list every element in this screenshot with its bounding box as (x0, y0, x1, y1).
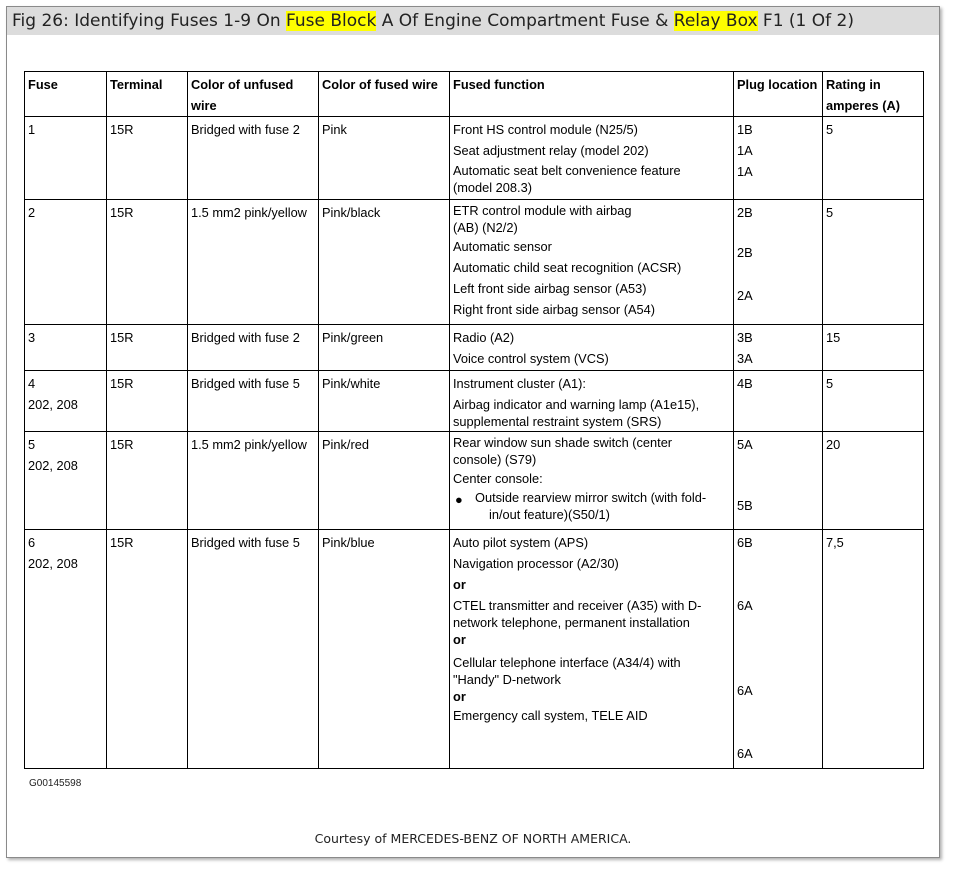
function-line: Cellular telephone interface (A34/4) with (453, 655, 681, 670)
cell-rating: 5 (823, 371, 924, 432)
header-fused-color: Color of fused wire (319, 72, 450, 117)
cell-plug (734, 117, 823, 200)
table-row (25, 117, 924, 200)
cell-fuse (25, 200, 107, 325)
courtesy-line: Courtesy of MERCEDES-BENZ OF NORTH AMERICA. (314, 831, 632, 846)
plug-value: 6A (737, 683, 753, 698)
function-line: Rear window sun shade switch (center (453, 435, 673, 450)
cell-fuse (25, 325, 107, 371)
cell-fuse (25, 371, 107, 432)
header-unfused-line2: wire (191, 98, 217, 113)
function-line-or: or (453, 577, 466, 592)
plug-value: 1A (737, 143, 753, 158)
plug-value: 3A (737, 351, 753, 366)
function-line: CTEL transmitter and receiver (A35) with D- (453, 598, 702, 613)
header-plug: Plug location (734, 72, 823, 117)
function-line: supplemental restraint system (SRS) (453, 414, 662, 429)
function-line-or: or (453, 632, 466, 647)
cell-function (450, 432, 734, 530)
fuse-number: 1 (28, 122, 36, 137)
header-function: Fused function (450, 72, 734, 117)
cell-unfused: Bridged with fuse 2 (188, 117, 319, 200)
function-line: Automatic seat belt convenience feature (453, 163, 681, 178)
cell-unfused: Bridged with fuse 5 (188, 371, 319, 432)
cell-terminal: 15R (107, 200, 188, 325)
cell-fused: Pink/red (319, 432, 450, 530)
cell-unfused: 1.5 mm2 pink/yellow (188, 200, 319, 325)
function-line: Automatic child seat recognition (ACSR) (453, 260, 682, 275)
header-unfused-color (188, 72, 319, 117)
plug-value: 5A (737, 437, 753, 452)
function-line: Radio (A2) (453, 330, 515, 345)
cell-fuse (25, 530, 107, 769)
header-unfused-line1: Color of unfused (191, 77, 294, 92)
title-highlight-fuse-block: Fuse Block (286, 11, 377, 31)
function-line: console) (S79) (453, 452, 537, 467)
cell-plug (734, 371, 823, 432)
cell-fused: Pink/blue (319, 530, 450, 769)
cell-rating: 5 (823, 117, 924, 200)
table-row (25, 371, 924, 432)
figure-title (7, 7, 939, 35)
plug-value: 1B (737, 122, 753, 137)
function-line: Instrument cluster (A1): (453, 376, 586, 391)
cell-terminal: 15R (107, 530, 188, 769)
plug-value: 3B (737, 330, 753, 345)
figure-id: G00145598 (29, 778, 82, 789)
title-highlight-relay-box: Relay Box (673, 11, 758, 31)
function-line: in/out feature)(S50/1) (489, 507, 610, 522)
cell-plug (734, 200, 823, 325)
cell-fused: Pink/white (319, 371, 450, 432)
cell-terminal: 15R (107, 325, 188, 371)
table-row (25, 325, 924, 371)
plug-value: 5B (737, 498, 753, 513)
plug-value: 6B (737, 535, 753, 550)
function-line: (AB) (N2/2) (453, 220, 518, 235)
fuse-table (24, 71, 924, 769)
cell-plug (734, 325, 823, 371)
table-row (25, 200, 924, 325)
bullet-item (453, 489, 730, 523)
fuse-number: 2 (28, 205, 36, 220)
cell-rating: 20 (823, 432, 924, 530)
function-line: Right front side airbag sensor (A54) (453, 302, 656, 317)
fuse-models: 202, 208 (28, 556, 78, 571)
cell-function (450, 200, 734, 325)
cell-fused: Pink/green (319, 325, 450, 371)
title-suffix: F1 (1 Of 2) (757, 11, 854, 31)
cell-function (450, 117, 734, 200)
function-line: Airbag indicator and warning lamp (A1e15), (453, 397, 700, 412)
cell-rating: 15 (823, 325, 924, 371)
cell-rating: 7,5 (823, 530, 924, 769)
cell-fuse (25, 432, 107, 530)
function-line: Voice control system (VCS) (453, 351, 609, 366)
figure-frame (6, 6, 940, 858)
plug-value: 2B (737, 205, 753, 220)
function-line: Center console: (453, 471, 543, 486)
plug-value: 4B (737, 376, 753, 391)
function-line: network telephone, permanent installation (453, 615, 690, 630)
function-line: Automatic sensor (453, 239, 552, 254)
function-line: Emergency call system, TELE AID (453, 708, 648, 723)
cell-terminal: 15R (107, 117, 188, 200)
cell-fused: Pink (319, 117, 450, 200)
fuse-number: 3 (28, 330, 36, 345)
plug-value: 2A (737, 288, 753, 303)
function-line: (model 208.3) (453, 180, 532, 195)
function-line: ETR control module with airbag (453, 203, 632, 218)
cell-terminal: 15R (107, 432, 188, 530)
plug-value: 2B (737, 245, 753, 260)
function-line: Outside rearview mirror switch (with fold- (475, 490, 707, 505)
fuse-number: 5 (28, 437, 36, 452)
header-row (25, 72, 924, 117)
function-line: Left front side airbag sensor (A53) (453, 281, 647, 296)
function-line: Auto pilot system (APS) (453, 535, 589, 550)
cell-fuse (25, 117, 107, 200)
fuse-number: 4 (28, 376, 36, 391)
cell-function (450, 325, 734, 371)
header-fuse: Fuse (25, 72, 107, 117)
function-line: "Handy" D-network (453, 672, 561, 687)
fuse-models: 202, 208 (28, 397, 78, 412)
plug-value: 6A (737, 598, 753, 613)
title-middle: A Of Engine Compartment Fuse & (376, 11, 674, 31)
header-rating-line1: Rating in (826, 77, 881, 92)
header-terminal: Terminal (107, 72, 188, 117)
title-prefix: Fig 26: Identifying Fuses 1-9 On (12, 11, 287, 31)
cell-unfused: Bridged with fuse 5 (188, 530, 319, 769)
cell-terminal: 15R (107, 371, 188, 432)
function-line-or: or (453, 689, 466, 704)
function-line: Front HS control module (N25/5) (453, 122, 638, 137)
fuse-number: 6 (28, 535, 36, 550)
header-rating (823, 72, 924, 117)
cell-plug (734, 432, 823, 530)
bullet-dot-icon: ● (455, 492, 463, 507)
cell-rating: 5 (823, 200, 924, 325)
fuse-models: 202, 208 (28, 458, 78, 473)
cell-function (450, 371, 734, 432)
table-row (25, 432, 924, 530)
plug-value: 6A (737, 746, 753, 761)
table-row (25, 530, 924, 769)
cell-function (450, 530, 734, 769)
cell-fused: Pink/black (319, 200, 450, 325)
function-line: Seat adjustment relay (model 202) (453, 143, 649, 158)
plug-value: 1A (737, 164, 753, 179)
function-line: Navigation processor (A2/30) (453, 556, 619, 571)
cell-plug (734, 530, 823, 769)
cell-unfused: Bridged with fuse 2 (188, 325, 319, 371)
cell-unfused: 1.5 mm2 pink/yellow (188, 432, 319, 530)
header-rating-line2: amperes (A) (826, 98, 900, 113)
